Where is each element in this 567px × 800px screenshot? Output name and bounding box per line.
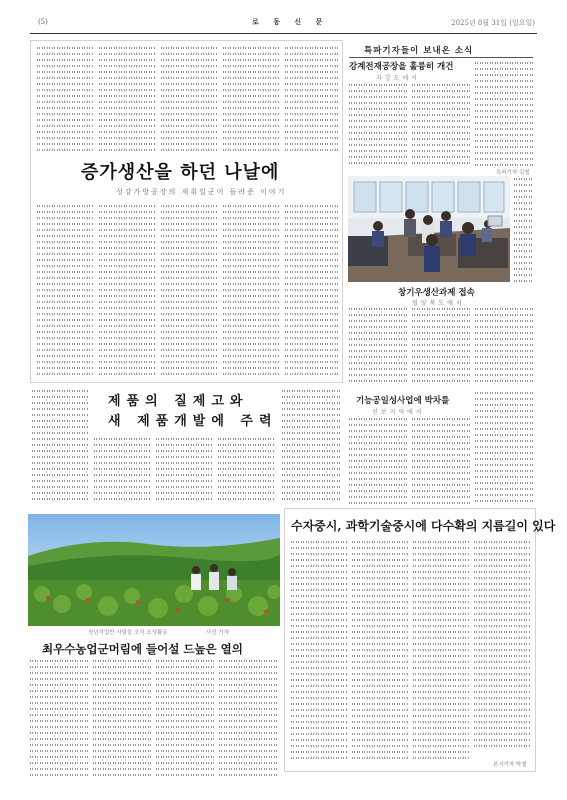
lab-photo bbox=[348, 176, 510, 282]
body-text-column bbox=[285, 47, 338, 151]
second-headline-line2: 새 제품개발에 주력 bbox=[108, 414, 278, 429]
body-text-column bbox=[475, 392, 533, 504]
body-text-column bbox=[475, 62, 533, 168]
body-text-column bbox=[349, 84, 407, 168]
crop-field-photo-icon bbox=[28, 514, 280, 626]
body-text-column bbox=[412, 418, 470, 504]
issue-date: 2025년 8월 31일 (일요일) bbox=[451, 19, 535, 27]
section-banner: 특파기자들이 보내온 소식 bbox=[364, 46, 474, 56]
body-text-column bbox=[156, 438, 212, 500]
body-text-column bbox=[218, 438, 274, 500]
second-article bbox=[30, 386, 343, 504]
body-text-column bbox=[99, 47, 155, 151]
body-text-column bbox=[94, 438, 150, 500]
photo-caption-right: 사진 기자 bbox=[206, 630, 230, 636]
body-text-column bbox=[219, 660, 277, 778]
lower-right-byline: 본사기자 박철 bbox=[493, 762, 527, 768]
body-text-column bbox=[475, 308, 533, 384]
body-text-column bbox=[349, 418, 407, 504]
section-rule bbox=[349, 57, 533, 58]
right-mid-dateline: 평양북도에서 bbox=[412, 300, 465, 307]
classroom-photo-icon bbox=[348, 176, 510, 282]
main-article bbox=[30, 40, 343, 383]
right-low-dateline: 진보지역에서 bbox=[372, 409, 425, 416]
body-text-column bbox=[412, 308, 470, 384]
second-headline-line1: 제품의 질제고와 bbox=[108, 394, 249, 409]
photo-caption-left: 청년작업반 사람들 조직 조성활동 bbox=[88, 630, 168, 636]
body-text-column bbox=[32, 390, 88, 500]
body-text-column bbox=[412, 84, 470, 168]
body-text-column bbox=[223, 205, 279, 377]
lower-left-headline: 최우수농업군머림에 들어설 드높은 열의 bbox=[42, 642, 243, 656]
body-text-column bbox=[349, 308, 407, 384]
body-text-column bbox=[37, 47, 93, 151]
body-text-column bbox=[352, 541, 408, 761]
body-text-column bbox=[474, 541, 530, 751]
body-text-column bbox=[93, 660, 151, 778]
right-top-headline: 강계전재공장을 훌륭히 개건 bbox=[349, 62, 454, 72]
body-text-column bbox=[285, 205, 338, 377]
body-text-column bbox=[161, 205, 217, 377]
right-top-dateline: 자강도에서 bbox=[376, 75, 420, 82]
body-text-column bbox=[413, 541, 469, 761]
field-photo bbox=[28, 514, 280, 626]
right-mid-headline: 창기우생산과제 접속 bbox=[398, 288, 475, 298]
body-text-column bbox=[161, 47, 217, 151]
main-subheadline: 성강가방공장의 제취일군이 들려준 이야기 bbox=[116, 188, 287, 196]
main-headline: 증가생산을 하던 나날에 bbox=[81, 162, 280, 183]
body-text-column bbox=[30, 660, 88, 778]
body-text-column bbox=[514, 178, 533, 282]
body-text-column bbox=[99, 205, 155, 377]
lower-right-article bbox=[284, 508, 556, 772]
right-top-byline: 특파기자 김철 bbox=[496, 170, 530, 176]
body-text-column bbox=[282, 390, 340, 500]
body-text-column bbox=[156, 660, 214, 778]
page-header bbox=[30, 14, 537, 34]
lower-right-headline: 수자중시, 과학기술중시에 다수확의 지름길이 있다 bbox=[291, 519, 556, 533]
body-text-column bbox=[37, 205, 93, 377]
right-low-headline: 기능공일성사업에 박차를 bbox=[356, 396, 450, 406]
page-number: (5) bbox=[38, 18, 48, 26]
body-text-column bbox=[291, 541, 347, 761]
masthead: 로 동 신 문 bbox=[252, 17, 329, 26]
body-text-column bbox=[223, 47, 279, 151]
